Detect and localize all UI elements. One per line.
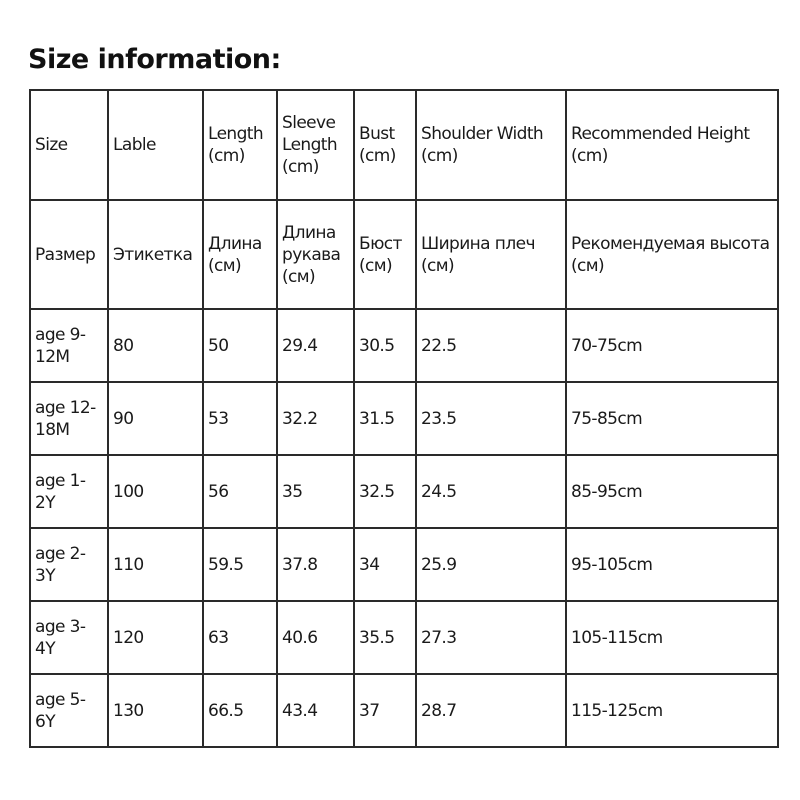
table-cell: [203, 528, 277, 601]
cell-value: 37.8: [282, 554, 318, 575]
cell-value: 32.5: [359, 481, 395, 502]
table-cell: [416, 674, 566, 747]
cell-value: 28.7: [421, 700, 457, 721]
header-cell: [30, 200, 108, 309]
cell-value: 32.2: [282, 408, 318, 429]
table-cell: [277, 601, 354, 674]
cell-value: 31.5: [359, 408, 395, 429]
table-cell: [108, 309, 203, 382]
table-cell: [277, 674, 354, 747]
header-label: Длина (см): [208, 233, 262, 276]
header-cell: [108, 200, 203, 309]
table-row: [30, 455, 778, 528]
size-label: age 3-4Y: [35, 616, 86, 659]
table-cell: [354, 601, 416, 674]
table-cell: [354, 528, 416, 601]
size-label: age 12-18M: [35, 397, 96, 440]
cell-value: 66.5: [208, 700, 244, 721]
cell-value: 50: [208, 335, 229, 356]
table-cell: [566, 674, 778, 747]
cell-value: 25.9: [421, 554, 457, 575]
table-cell: [30, 382, 108, 455]
cell-value: 105-115cm: [571, 627, 663, 648]
header-cell: [108, 90, 203, 200]
header-label: Size: [35, 135, 68, 155]
header-label: Этикетка: [113, 244, 193, 265]
table-cell: [30, 674, 108, 747]
table-cell: [416, 382, 566, 455]
header-label: Размер: [35, 244, 96, 265]
table-cell: [354, 674, 416, 747]
header-label: Sleeve Length (cm): [282, 113, 338, 177]
table-cell: [566, 528, 778, 601]
cell-value: 22.5: [421, 335, 457, 356]
table-cell: [416, 601, 566, 674]
header-cell: [354, 90, 416, 200]
cell-value: 80: [113, 335, 134, 356]
table-cell: [277, 309, 354, 382]
table-cell: [566, 455, 778, 528]
cell-value: 24.5: [421, 481, 457, 502]
table-row: [30, 382, 778, 455]
header-cell: [566, 90, 778, 200]
table-cell: [108, 528, 203, 601]
table-cell: [566, 309, 778, 382]
header-cell: [277, 200, 354, 309]
size-rows: [30, 309, 778, 747]
table-cell: [30, 455, 108, 528]
header-row-russian: [30, 200, 778, 309]
cell-value: 34: [359, 554, 380, 575]
table-cell: [277, 455, 354, 528]
table-cell: [354, 455, 416, 528]
header-label: Ширина плеч (см): [421, 233, 535, 276]
cell-value: 85-95cm: [571, 481, 643, 502]
table-cell: [108, 382, 203, 455]
cell-value: 130: [113, 700, 144, 721]
cell-value: 95-105cm: [571, 554, 653, 575]
cell-value: 75-85cm: [571, 408, 643, 429]
table-cell: [203, 674, 277, 747]
page-title: Size information:: [28, 44, 281, 75]
cell-value: 120: [113, 627, 144, 648]
header-row-english: [30, 90, 778, 200]
cell-value: 27.3: [421, 627, 457, 648]
header-cell: [416, 200, 566, 309]
table-row: [30, 528, 778, 601]
table-cell: [566, 601, 778, 674]
size-label: age 1-2Y: [35, 470, 86, 513]
table-cell: [203, 382, 277, 455]
table-row: [30, 674, 778, 747]
cell-value: 70-75cm: [571, 335, 643, 356]
table-cell: [566, 382, 778, 455]
header-cell: [566, 200, 778, 309]
table-row: [30, 601, 778, 674]
cell-value: 30.5: [359, 335, 395, 356]
cell-value: 63: [208, 627, 229, 648]
table-cell: [354, 382, 416, 455]
table-cell: [203, 309, 277, 382]
cell-value: 35: [282, 481, 303, 502]
header-label: Lable: [113, 135, 156, 155]
header-cell: [30, 90, 108, 200]
header-label: Shoulder Width (cm): [421, 124, 544, 166]
cell-value: 53: [208, 408, 229, 429]
header-label: Рекомендуемая высота (см): [571, 233, 770, 276]
table-cell: [416, 528, 566, 601]
table-cell: [30, 309, 108, 382]
cell-value: 37: [359, 700, 380, 721]
size-label: age 9-12M: [35, 324, 86, 367]
cell-value: 29.4: [282, 335, 318, 356]
table-cell: [203, 455, 277, 528]
size-label: age 5-6Y: [35, 689, 86, 732]
size-label: age 2-3Y: [35, 543, 86, 586]
cell-value: 90: [113, 408, 134, 429]
table-cell: [108, 601, 203, 674]
cell-value: 43.4: [282, 700, 318, 721]
table-cell: [30, 528, 108, 601]
table-cell: [416, 309, 566, 382]
header-cell: [277, 90, 354, 200]
size-chart-table: [29, 89, 779, 748]
table-cell: [277, 528, 354, 601]
header-cell: [354, 200, 416, 309]
header-cell: [203, 200, 277, 309]
cell-value: 40.6: [282, 627, 318, 648]
cell-value: 35.5: [359, 627, 395, 648]
table-cell: [203, 601, 277, 674]
cell-value: 23.5: [421, 408, 457, 429]
table-cell: [108, 455, 203, 528]
header-label: Bust (cm): [359, 124, 396, 166]
header-label: Recommended Height (cm): [571, 124, 750, 166]
header-label: Длина рукава (см): [282, 222, 341, 287]
cell-value: 100: [113, 481, 144, 502]
table-cell: [416, 455, 566, 528]
cell-value: 115-125cm: [571, 700, 663, 721]
cell-value: 56: [208, 481, 229, 502]
table-row: [30, 309, 778, 382]
header-cell: [203, 90, 277, 200]
header-label: Length (cm): [208, 124, 264, 166]
cell-value: 110: [113, 554, 144, 575]
header-label: Бюст (см): [359, 233, 402, 276]
cell-value: 59.5: [208, 554, 244, 575]
table-cell: [277, 382, 354, 455]
table-cell: [108, 674, 203, 747]
table-cell: [30, 601, 108, 674]
header-cell: [416, 90, 566, 200]
table-cell: [354, 309, 416, 382]
